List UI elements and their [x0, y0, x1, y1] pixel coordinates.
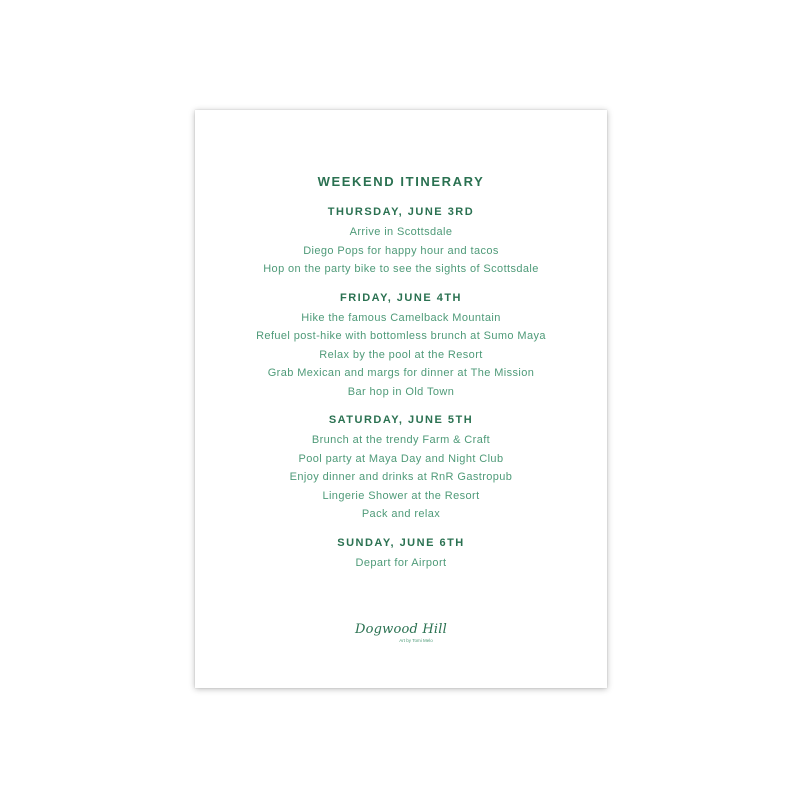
event-item: Hike the famous Camelback Mountain — [301, 311, 501, 324]
day-section-friday — [195, 289, 607, 402]
itinerary-title: WEEKEND ITINERARY — [317, 174, 485, 189]
itinerary-schedule — [195, 203, 607, 582]
event-item: Enjoy dinner and drinks at RnR Gastropub — [289, 471, 513, 483]
event-item: Refuel post-hike with bottomless brunch at Sumo Maya — [256, 330, 546, 342]
event-item: Diego Pops for happy hour and tacos — [303, 244, 499, 257]
event-item: Lingerie Shower at the Resort — [322, 489, 480, 502]
brand-logo — [195, 622, 607, 644]
event-item: Pool party at Maya Day and Night Club — [298, 452, 504, 465]
day-section-sunday — [195, 534, 607, 573]
event-item: Pack and relax — [361, 508, 441, 520]
event-item: Grab Mexican and margs for dinner at The Mission — [267, 367, 535, 379]
brand-tagline: Art by Tomi Melo — [399, 638, 433, 643]
day-section-saturday — [195, 411, 607, 524]
event-item: Bar hop in Old Town — [347, 385, 455, 398]
day-heading: FRIDAY, JUNE 4TH — [339, 291, 462, 304]
event-item: Brunch at the trendy Farm & Craft — [311, 434, 491, 446]
day-section-thursday — [195, 203, 607, 279]
event-item: Depart for Airport — [355, 556, 447, 569]
event-item: Arrive in Scottsdale — [349, 226, 453, 238]
event-item: Hop on the party bike to see the sights of Scottsdale — [263, 263, 539, 275]
day-heading: SUNDAY, JUNE 6TH — [337, 536, 465, 549]
day-heading: THURSDAY, JUNE 3RD — [327, 206, 475, 218]
day-heading: SATURDAY, JUNE 5TH — [328, 414, 474, 426]
itinerary-card — [195, 110, 607, 688]
event-item: Relax by the pool at the Resort — [319, 348, 483, 361]
brand-name: Dogwood Hill — [354, 622, 448, 637]
